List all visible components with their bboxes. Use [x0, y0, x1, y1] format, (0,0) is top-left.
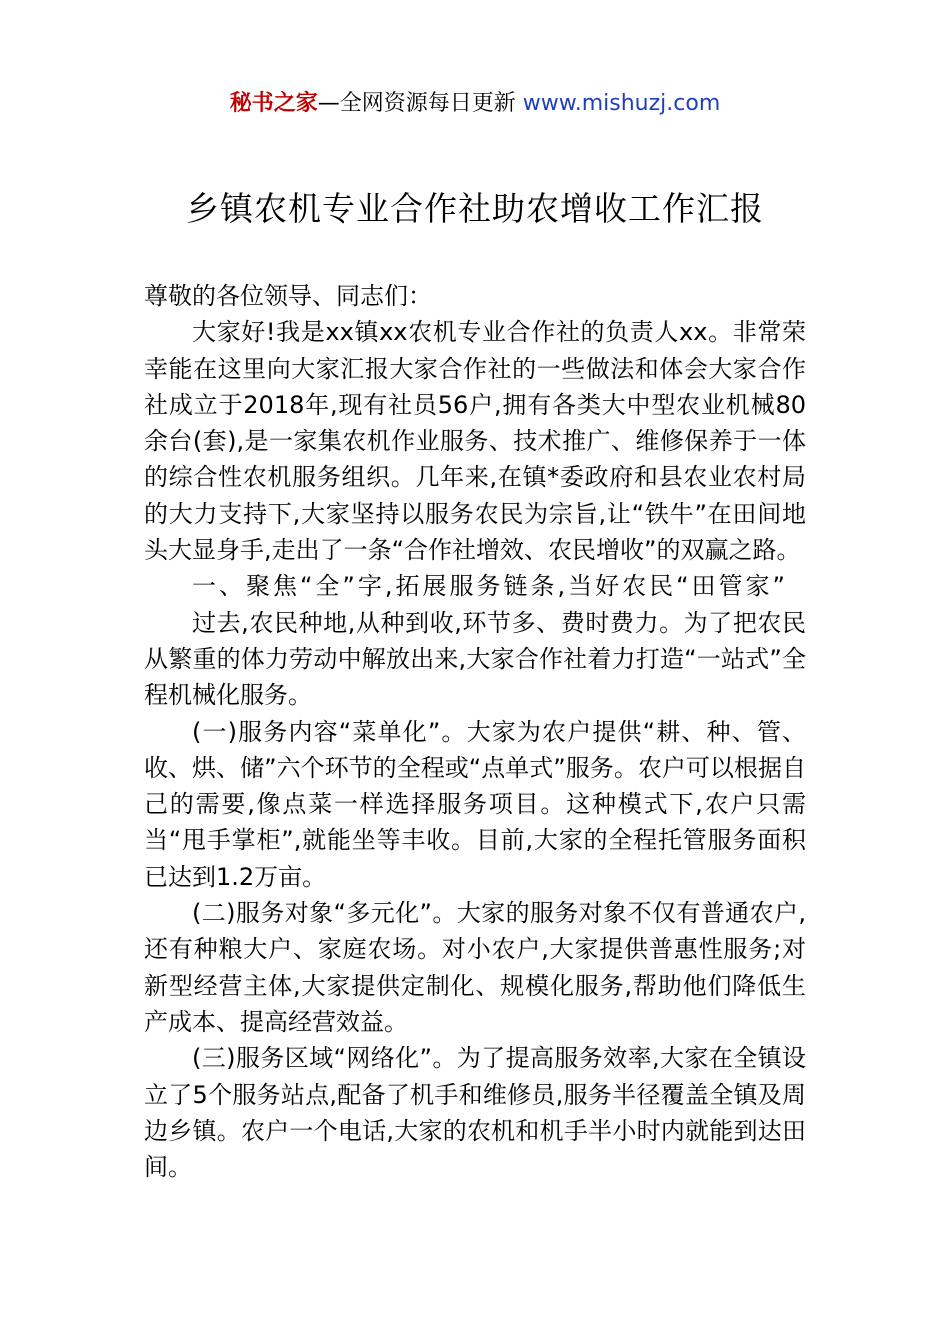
site-url-link[interactable]: www.mishuzj.com	[522, 91, 721, 116]
document-title: 乡镇农机专业合作社助农增收工作汇报	[186, 189, 764, 228]
section-heading-1: 一、聚焦“全”字,拓展服务链条,当好农民“田管家”	[192, 572, 788, 601]
paragraph-section-1-intro: 过去,农民种地,从种到收,环节多、费时费力。为了把农民从繁重的体力劳动中解放出来,大家合作社着力打造“一站式”全程机械化服务。	[144, 608, 806, 710]
header-tagline: —全网资源每日更新	[317, 91, 523, 116]
paragraph-service-content: (一)服务内容“菜单化”。大家为农户提供“耕、种、管、收、烘、储”六个环节的全程或“点单式”服务。农户可以根据自己的需要,像点菜一样选择服务项目。这种模式下,农户只需当“甩手掌柜”,就能坐等丰收。目前,大家的全程托管服务面积已达到1.2万亩。	[144, 717, 806, 891]
paragraph-service-targets: (二)服务对象“多元化”。大家的服务对象不仅有普通农户,还有种粮大户、家庭农场。对小农户,大家提供普惠性服务;对新型经营主体,大家提供定制化、规模化服务,帮助他们降低生产成本、提高经营效益。	[144, 899, 806, 1036]
salutation: 尊敬的各位领导、同志们：	[144, 282, 432, 310]
paragraph-intro: 大家好!我是xx镇xx农机专业合作社的负责人xx。非常荣幸能在这里向大家汇报大家合作社的一些做法和体会大家合作社成立于2018年,现有社员56户,拥有各类大中型农业机械80余台(套),是一家集农机作业服务、技术推广、维修保养于一体的综合性农机服务组织。几年来,在镇*委政府和县农业农村局的大力支持下,大家坚持以服务农民为宗旨,让“铁牛”在田间地头大显身手,走出了一条“合作社增效、农民增收”的双赢之路。	[144, 318, 806, 565]
document-body	[144, 278, 806, 1185]
paragraph-service-area: (三)服务区域“网络化”。为了提高服务效率,大家在全镇设立了5个服务站点,配备了机手和维修员,服务半径覆盖全镇及周边乡镇。农户一个电话,大家的农机和机手半小时内就能到达田间。	[144, 1044, 806, 1182]
site-header	[0, 88, 950, 120]
brand-name: 秘书之家	[229, 91, 318, 116]
